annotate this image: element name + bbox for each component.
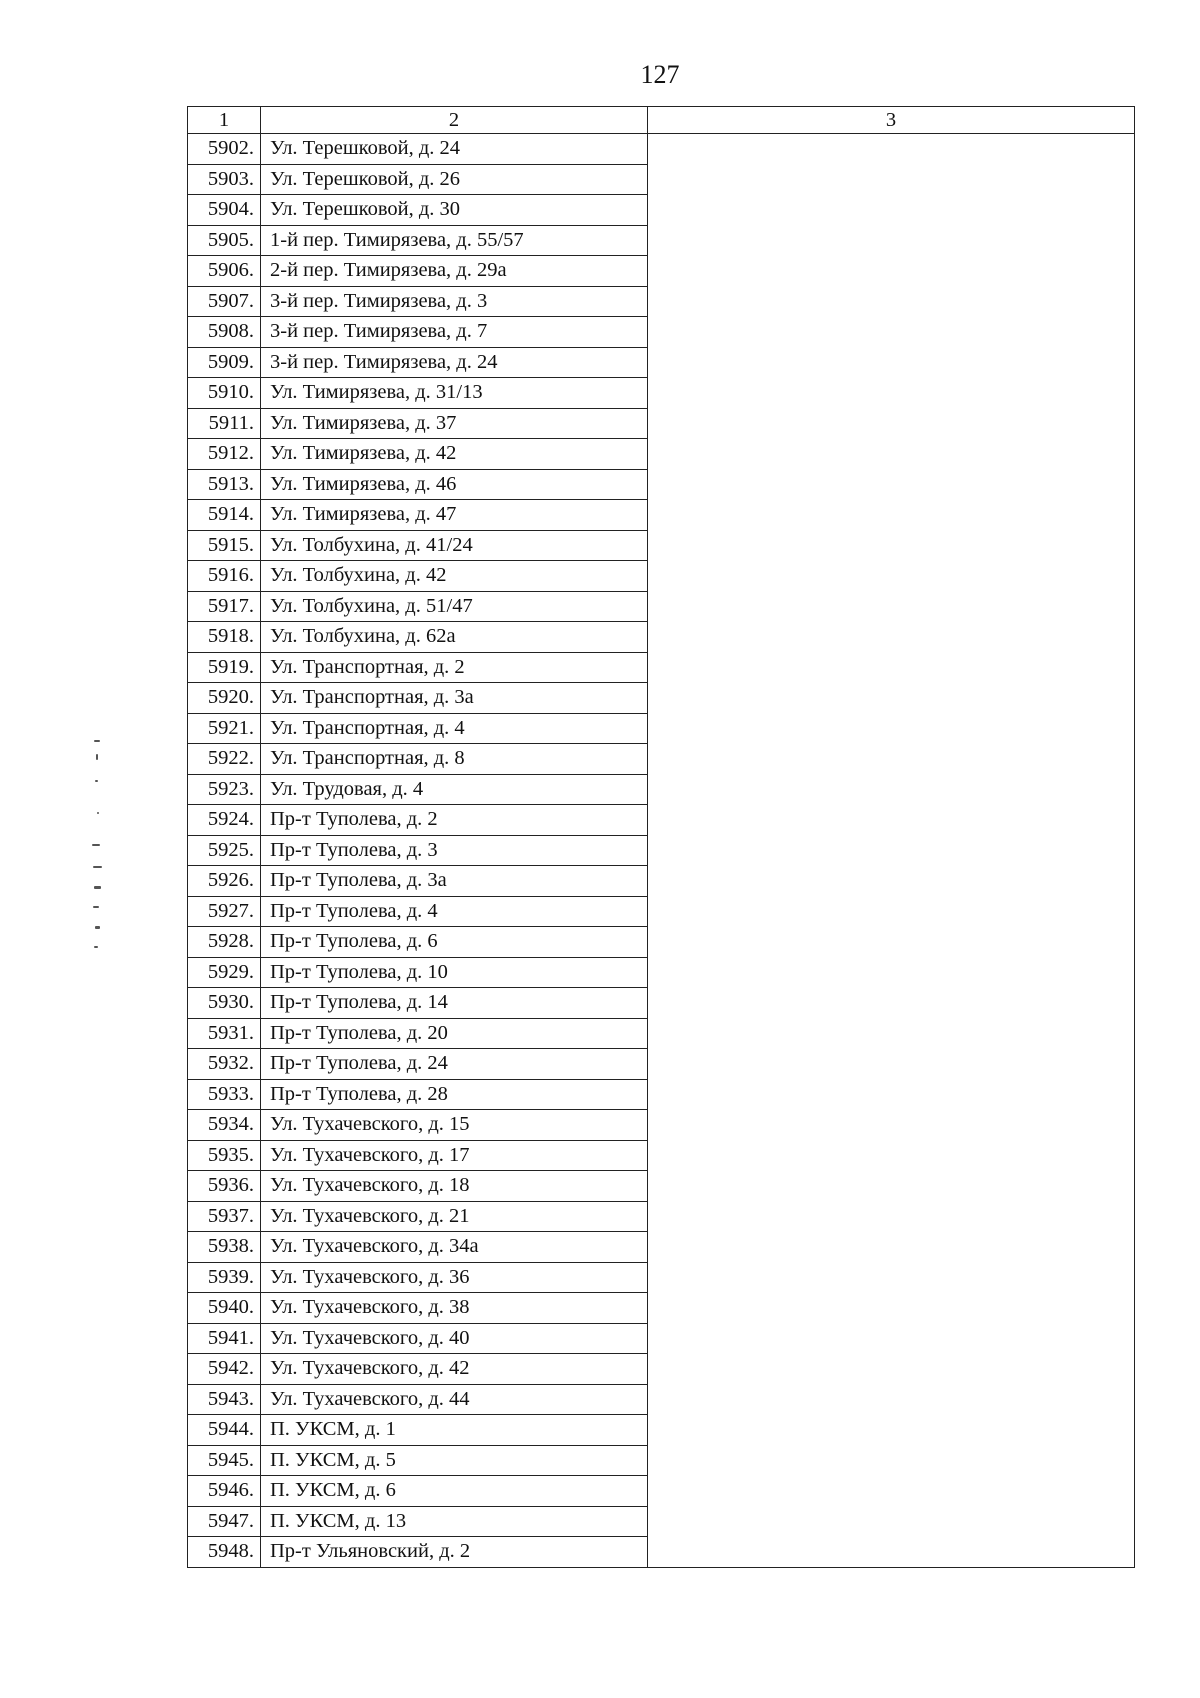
row-number: 5936. [188,1171,261,1202]
row-number: 5906. [188,256,261,287]
table-row [188,652,1135,683]
table-row [188,1140,1135,1171]
header-col-2: 2 [261,107,648,134]
row-address: Ул. Терешковой, д. 26 [261,164,648,195]
row-number: 5927. [188,896,261,927]
row-note [648,408,1135,439]
table-row [188,805,1135,836]
row-number: 5909. [188,347,261,378]
row-number: 5921. [188,713,261,744]
row-number: 5910. [188,378,261,409]
row-address: Ул. Тимирязева, д. 47 [261,500,648,531]
table-row [188,1506,1135,1537]
row-number: 5908. [188,317,261,348]
row-number: 5916. [188,561,261,592]
row-address: Ул. Толбухина, д. 41/24 [261,530,648,561]
row-address: Ул. Терешковой, д. 24 [261,134,648,165]
row-number: 5912. [188,439,261,470]
table-row [188,225,1135,256]
row-number: 5903. [188,164,261,195]
row-note [648,896,1135,927]
row-address: Пр-т Ульяновский, д. 2 [261,1537,648,1568]
row-note [648,1140,1135,1171]
row-note [648,988,1135,1019]
row-address: Ул. Терешковой, д. 30 [261,195,648,226]
row-address: Ул. Тухачевского, д. 36 [261,1262,648,1293]
row-number: 5925. [188,835,261,866]
row-address: Пр-т Туполева, д. 3а [261,866,648,897]
row-note [648,866,1135,897]
row-number: 5926. [188,866,261,897]
row-note [648,1354,1135,1385]
row-note [648,439,1135,470]
row-address: П. УКСМ, д. 13 [261,1506,648,1537]
row-address: Пр-т Туполева, д. 6 [261,927,648,958]
row-address: Ул. Тухачевского, д. 15 [261,1110,648,1141]
row-note [648,1537,1135,1568]
table-row [188,1323,1135,1354]
row-address: П. УКСМ, д. 6 [261,1476,648,1507]
row-number: 5946. [188,1476,261,1507]
table-row [188,866,1135,897]
row-number: 5922. [188,744,261,775]
row-number: 5938. [188,1232,261,1263]
table-row [188,622,1135,653]
row-address: 2-й пер. Тимирязева, д. 29а [261,256,648,287]
row-note [648,1110,1135,1141]
table-row [188,1201,1135,1232]
table-row [188,1262,1135,1293]
row-note [648,805,1135,836]
row-note [648,927,1135,958]
row-number: 5942. [188,1354,261,1385]
row-number: 5937. [188,1201,261,1232]
row-number: 5934. [188,1110,261,1141]
table-row [188,591,1135,622]
row-address: Пр-т Туполева, д. 10 [261,957,648,988]
table-row [188,347,1135,378]
row-note [648,1079,1135,1110]
row-note [648,1506,1135,1537]
row-number: 5920. [188,683,261,714]
row-number: 5923. [188,774,261,805]
row-address: Ул. Транспортная, д. 3а [261,683,648,714]
row-address: Ул. Тухачевского, д. 21 [261,1201,648,1232]
row-number: 5919. [188,652,261,683]
row-note [648,256,1135,287]
row-number: 5914. [188,500,261,531]
row-note [648,591,1135,622]
table-row [188,1171,1135,1202]
table-row [188,896,1135,927]
table-row [188,164,1135,195]
table-row [188,1293,1135,1324]
table-row [188,1354,1135,1385]
table-row [188,1384,1135,1415]
row-note [648,1415,1135,1446]
row-number: 5907. [188,286,261,317]
row-address: Ул. Тухачевского, д. 17 [261,1140,648,1171]
row-number: 5947. [188,1506,261,1537]
row-address: Ул. Тухачевского, д. 38 [261,1293,648,1324]
row-number: 5939. [188,1262,261,1293]
table-row [188,408,1135,439]
row-address: Ул. Толбухина, д. 51/47 [261,591,648,622]
table-row [188,134,1135,165]
address-table [187,106,1135,1568]
table-row [188,256,1135,287]
table-row [188,530,1135,561]
row-note [648,1445,1135,1476]
table-row [188,1079,1135,1110]
row-note [648,134,1135,165]
row-number: 5913. [188,469,261,500]
table-row [188,286,1135,317]
row-address: Ул. Тимирязева, д. 42 [261,439,648,470]
row-number: 5931. [188,1018,261,1049]
table-row [188,378,1135,409]
row-address: Ул. Тимирязева, д. 46 [261,469,648,500]
row-address: П. УКСМ, д. 5 [261,1445,648,1476]
row-number: 5930. [188,988,261,1019]
row-number: 5918. [188,622,261,653]
row-number: 5915. [188,530,261,561]
row-note [648,469,1135,500]
address-table-wrapper [187,106,1135,1568]
table-row [188,439,1135,470]
table-row [188,988,1135,1019]
table-row [188,835,1135,866]
table-row [188,1445,1135,1476]
row-note [648,652,1135,683]
row-address: Ул. Транспортная, д. 2 [261,652,648,683]
table-body [188,134,1135,1568]
row-address: Ул. Тимирязева, д. 31/13 [261,378,648,409]
row-address: Ул. Тимирязева, д. 37 [261,408,648,439]
row-note [648,1201,1135,1232]
table-row [188,1018,1135,1049]
row-number: 5917. [188,591,261,622]
row-note [648,164,1135,195]
row-address: Пр-т Туполева, д. 2 [261,805,648,836]
row-note [648,1384,1135,1415]
row-note [648,744,1135,775]
row-number: 5944. [188,1415,261,1446]
table-row [188,1415,1135,1446]
table-row [188,683,1135,714]
page-number: 127 [640,60,680,89]
row-address: 3-й пер. Тимирязева, д. 3 [261,286,648,317]
row-address: Ул. Тухачевского, д. 42 [261,1354,648,1385]
row-number: 5904. [188,195,261,226]
row-note [648,195,1135,226]
table-row [188,1537,1135,1568]
row-address: Пр-т Туполева, д. 14 [261,988,648,1019]
row-number: 5905. [188,225,261,256]
row-number: 5935. [188,1140,261,1171]
row-note [648,1476,1135,1507]
row-address: Ул. Толбухина, д. 42 [261,561,648,592]
table-row [188,469,1135,500]
row-number: 5933. [188,1079,261,1110]
row-number: 5948. [188,1537,261,1568]
row-note [648,1232,1135,1263]
row-number: 5940. [188,1293,261,1324]
row-address: Пр-т Туполева, д. 20 [261,1018,648,1049]
row-note [648,347,1135,378]
row-note [648,1262,1135,1293]
row-address: П. УКСМ, д. 1 [261,1415,648,1446]
row-number: 5945. [188,1445,261,1476]
row-address: Ул. Тухачевского, д. 44 [261,1384,648,1415]
row-number: 5902. [188,134,261,165]
table-row [188,1476,1135,1507]
table-row [188,561,1135,592]
row-number: 5941. [188,1323,261,1354]
row-note [648,225,1135,256]
table-header-row [188,107,1135,134]
row-note [648,561,1135,592]
row-note [648,622,1135,653]
row-note [648,378,1135,409]
table-row [188,1049,1135,1080]
header-col-3: 3 [648,107,1135,134]
table-row [188,500,1135,531]
table-row [188,744,1135,775]
row-note [648,1293,1135,1324]
table-row [188,774,1135,805]
row-address: Ул. Тухачевского, д. 40 [261,1323,648,1354]
row-number: 5928. [188,927,261,958]
row-address: Пр-т Туполева, д. 28 [261,1079,648,1110]
row-address: 3-й пер. Тимирязева, д. 7 [261,317,648,348]
row-address: 1-й пер. Тимирязева, д. 55/57 [261,225,648,256]
row-address: Пр-т Туполева, д. 4 [261,896,648,927]
row-note [648,957,1135,988]
row-note [648,835,1135,866]
row-note [648,317,1135,348]
row-address: Ул. Транспортная, д. 8 [261,744,648,775]
row-note [648,774,1135,805]
row-note [648,530,1135,561]
row-number: 5929. [188,957,261,988]
table-row [188,713,1135,744]
table-row [188,957,1135,988]
row-note [648,500,1135,531]
row-address: Ул. Толбухина, д. 62а [261,622,648,653]
table-row [188,317,1135,348]
row-address: Ул. Трудовая, д. 4 [261,774,648,805]
row-address: Пр-т Туполева, д. 3 [261,835,648,866]
row-note [648,1323,1135,1354]
scan-specks [90,740,104,970]
header-col-1: 1 [188,107,261,134]
table-row [188,927,1135,958]
row-address: Ул. Тухачевского, д. 34а [261,1232,648,1263]
row-number: 5911. [188,408,261,439]
row-number: 5932. [188,1049,261,1080]
row-number: 5943. [188,1384,261,1415]
row-address: Ул. Тухачевского, д. 18 [261,1171,648,1202]
row-address: 3-й пер. Тимирязева, д. 24 [261,347,648,378]
table-row [188,1110,1135,1141]
table-row [188,1232,1135,1263]
row-note [648,1018,1135,1049]
row-number: 5924. [188,805,261,836]
table-row [188,195,1135,226]
row-address: Ул. Транспортная, д. 4 [261,713,648,744]
row-note [648,1171,1135,1202]
row-note [648,683,1135,714]
row-note [648,1049,1135,1080]
row-note [648,713,1135,744]
row-note [648,286,1135,317]
row-address: Пр-т Туполева, д. 24 [261,1049,648,1080]
